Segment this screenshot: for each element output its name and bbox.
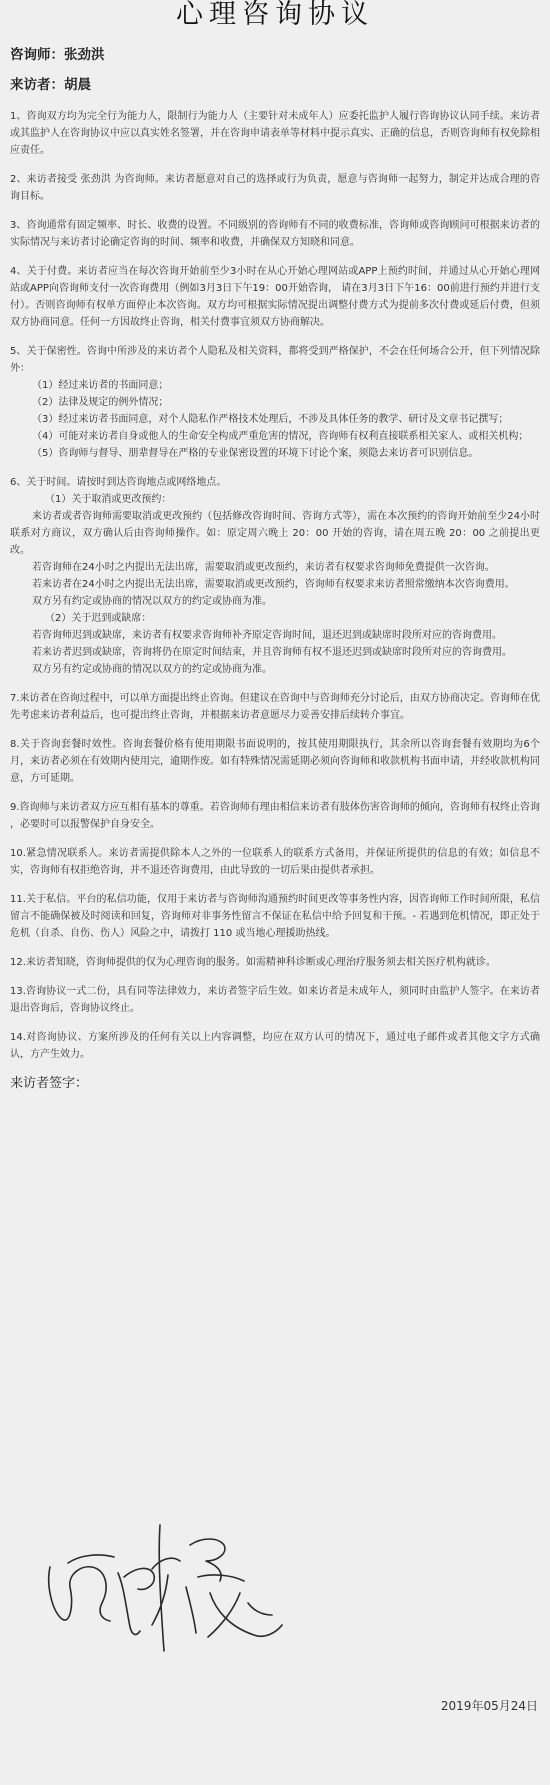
- clause-8: 8.关于咨询套餐时效性。咨询套餐价格有使用期限书面说明的，按其使用期限执行，其余所以咨询套餐有效期均为6个月，来访者必须在有效期内使用完，逾期作废。如有特殊情况需延期必须向咨询师和收款机构书面申请，并经收款机构同意，方可延期。: [10, 739, 540, 784]
- document-title: 心理咨询协议: [176, 0, 374, 30]
- clause-10: 10.紧急情况联系人。来访者需提供除本人之外的一位联系人的联系方式备用，并保证所提供的信息的有效；如信息不实，咨询师有权拒绝咨询，并不退还咨询费用，由此导致的一切后果由提供者承担。: [10, 848, 540, 876]
- clause-4: 4、关于付费。来访者应当在每次咨询开始前至少3小时在从心开始心理网站或APP上预约时间，并通过从心开始心理网站或APP向咨询师支付一次咨询费用（例如3月3日下午19：00开始咨询， 请在3月3日下午16：00前进行预约并进行支付）。否则咨询师有权单方面停止本次咨询。双方均可根据实际情况提出调整付费方式为提前多次付费或延后付费，但须双方协商同意。任何一方因故终止咨询，相关付费事宜须双方协商解决。: [10, 266, 540, 328]
- clause-6-text-f: 若来访者迟到或缺席，咨询将仍在原定时间结束，并且咨询师有权不退还迟到或缺席时段所对应的咨询费用。: [32, 647, 512, 658]
- clause-6-intro: 6、关于时间。请按时到达咨询地点或网络地点。: [10, 477, 227, 488]
- clause-11: 11.关于私信。平台的私信功能，仅用于来访者与咨询师沟通预约时间更改等事务性内容，因咨询师工作时间所限，私信留言不能确保被及时阅读和回复，咨询师对非事务性留言不保证在私信中给予回复和干预。- 若遇到危机情况，即正处于危机（自杀、自伤、伤人）风险之中，请拨打 110 或当地心理援助热线。: [10, 894, 540, 939]
- clause-5-intro: 5、关于保密性。咨询中所涉及的来访者个人隐私及相关资料，都将受到严格保护，不会在任何场合公开，但下列情况除外：: [10, 346, 540, 374]
- counselor-name: 咨询师：张劲洪: [10, 47, 105, 63]
- clause-13: 13.咨询协议一式二份，具有同等法律效力，来访者签字后生效。如来访者是未成年人，须同时由监护人签字。在来访者退出咨询后，咨询协议终止。: [10, 986, 540, 1014]
- client-name: 来访者：胡晨: [10, 77, 91, 93]
- clause-5-item-5: （5）咨询师与督导、朋辈督导在严格的专业保密设置的环境下讨论个案，须隐去来访者可识别信息。: [32, 448, 479, 459]
- clause-12: 12.来访者知晓，咨询师提供的仅为心理咨询的服务。如需精神科诊断或心理治疗服务须去相关医疗机构就诊。: [10, 957, 496, 968]
- clause-5-item-2: （2）法律及规定的例外情况；: [32, 397, 169, 408]
- agreement-body: [0, 108, 550, 1063]
- clause-2: 2、来访者接受 张劲洪 为咨询师。来访者愿意对自己的选择或行为负责，愿意与咨询师一起努力，制定并达成合理的咨询目标。: [10, 174, 540, 202]
- signing-date: 2019年05月24日: [440, 1699, 538, 1713]
- clause-6-text-g: 双方另有约定或协商的情况以双方的约定或协商为准。: [32, 664, 272, 675]
- clause-6: [10, 474, 540, 678]
- clause-6-text-b: 若咨询师在24小时之内提出无法出席，需要取消或更改预约，来访者有权要求咨询师免费提供一次咨询。: [32, 562, 495, 573]
- clause-1: 1、咨询双方均为完全行为能力人，限制行为能力人（主要针对未成年人）应委托监护人履行咨询协议认同手续。来访者或其监护人在咨询协议中应以真实姓名签署，并在咨询申请表单等材料中提示真实、正确的信息，否则咨询师有权免除相应责任。: [10, 111, 540, 156]
- clause-6-heading-1: （1）关于取消或更改预约：: [45, 494, 172, 505]
- handwritten-signature: [40, 1515, 300, 1660]
- clause-6-text-d: 双方另有约定或协商的情况以双方的约定或协商为准。: [32, 596, 272, 607]
- clause-6-text-e: 若咨询师迟到或缺席，来访者有权要求咨询师补齐原定咨询时间，退还迟到或缺席时段所对应的咨询费用。: [32, 630, 502, 641]
- clause-7: 7.来访者在咨询过程中，可以单方面提出终止咨询。但建议在咨询中与咨询师充分讨论后，由双方协商决定。咨询师在优先考虑来访者利益后，也可提出终止咨询，并根据来访者意愿尽力妥善安排后续转介事宜。: [10, 693, 540, 721]
- clause-5-item-3: （3）经过来访者书面同意，对个人隐私作严格技术处理后，不涉及具体任务的教学、研讨及文章书记撰写；: [32, 414, 509, 425]
- clause-9: 9.咨询师与来访者双方应互相有基本的尊重。若咨询师有理由相信来访者有肢体伤害咨询师的倾向，咨询师有权终止咨询 ，必要时可以报警保护自身安全。: [10, 802, 540, 830]
- clause-6-text-c: 若来访者在24小时之内提出无法出席，需要取消或更改预约，咨询师有权要求来访者照常缴纳本次咨询费用。: [32, 579, 515, 590]
- clause-6-heading-2: （2）关于迟到或缺席：: [45, 613, 152, 624]
- clause-14: 14.对咨询协议、方案所涉及的任何有关以上内容调整，均应在双方认可的情况下，通过电子邮件或者其他文字方式确认，方产生效力。: [10, 1032, 540, 1060]
- clause-5-item-1: （1）经过来访者的书面同意；: [32, 380, 169, 391]
- clause-6-text-a: 来访者或者咨询师需要取消或更改预约（包括修改咨询时间、咨询方式等），需在本次预约的咨询开始前至少24小时联系对方商议，双方确认后由咨询师操作。如：原定周六晚上 20：00 开始的咨询，请在周五晚 20：00 之前提出更改。: [10, 511, 540, 556]
- clause-5-item-4: （4）可能对来访者自身或他人的生命安全构成严重危害的情况，咨询师有权利直接联系相关家人、或相关机构；: [32, 431, 529, 442]
- clause-3: 3、咨询通常有固定频率、时长、收费的设置。不同级别的咨询师有不同的收费标准，咨询师或咨询顾问可根据来访者的实际情况与来访者讨论确定咨询的时间、频率和收费，并确保双方知晓和同意。: [10, 220, 540, 248]
- signature-label: 来访者签字：: [10, 1076, 89, 1091]
- clause-5: [10, 343, 540, 462]
